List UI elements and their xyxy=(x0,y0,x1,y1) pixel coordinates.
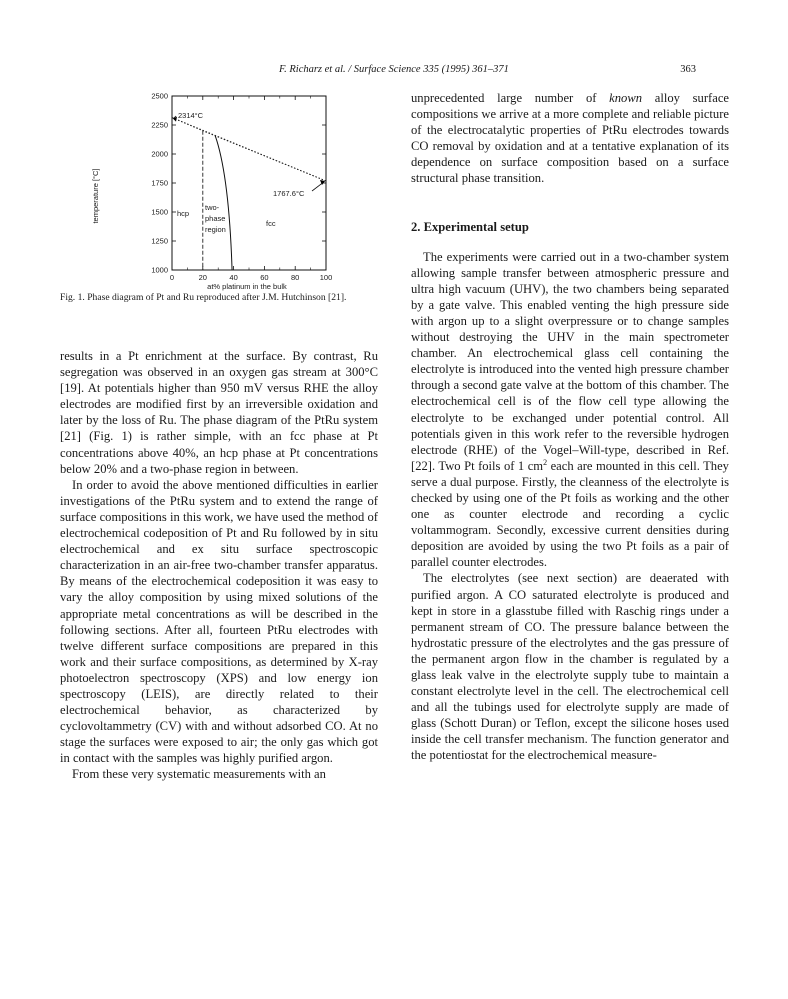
y-tick-label: 1250 xyxy=(151,236,168,246)
right-column xyxy=(411,90,729,764)
y-axis-label: temperature [°C] xyxy=(91,168,100,224)
section-heading: 2. Experimental setup xyxy=(411,219,529,234)
y-tick-label: 2000 xyxy=(151,149,168,159)
body-paragraph: The experiments were carried out in a two-chamber system allowing sample transfer between atmospheric pressure and ultra high vacuum (UHV), the two chambers being separated by a gate valve. This enabled venting the high pressure side with argon up to a slight overpressure or to change samples without destroying the UHV in the main spectrometer chamber. An electrochemical glass cell containing the electrolyte is introduced into the vented high pressure chamber through a second gate valve at the bottom of this chamber. The electrochemical cell is of the flow cell type allowing the electrolyte to be exchanged under potential control. All potentials given in this work refer to the reversible hydrogen electrode (RHE) of the Vogel–Will-type, described in Ref. [22]. Two Pt foils of 1 $cm^2$ each are mounted in this cell. They serve a dual purpose. Firstly, the cleanness of the electrolyte is checked by using one of the Pt foils as working and the other one as counter electrode and recording a cyclic voltammogram. Secondly, excessive current densities during deposition are avoided by using the two Pt foils as a pair of parallel counter electrodes. xyxy=(411,249,729,570)
label-two-phase-2: phase xyxy=(205,214,226,223)
y-tick-label: 2500 xyxy=(151,91,168,101)
solidus-curve xyxy=(172,118,326,181)
label-two-phase-1: two- xyxy=(205,203,220,212)
body-paragraph: The electrolytes (see next section) are deaerated with purified argon. A CO saturated electrolyte is produced and kept in store in a glasstube filled with Raschig rings under a permanent stream of CO. The pressure balance between the hydrostatic pressure of the electrolytes and the gas pressure of the permanent argon flow in the chamber is regulated by a glass leak valve in the electrolyte supply tube to maintain a constant electrolyte level in the cell. The electrochemical cell and all the tubings used for electrolyte supply are made of glass (Schott Duran) or Teflon, except the silicone hoses used inside the cell transfer mechanism. The function generator and the potentiostat for the electrochemical measure- xyxy=(411,571,729,763)
page-header xyxy=(0,64,788,80)
emphasis: known xyxy=(609,91,643,105)
label-hcp: hcp xyxy=(177,209,190,218)
superscript: 2 xyxy=(543,457,548,467)
x-tick-label: 100 xyxy=(319,273,333,282)
running-title: F. Richarz et al. / Surface Science 335 (1995) 361–371 xyxy=(279,64,509,75)
page-number: 363 xyxy=(680,64,696,75)
annotation-2314: 2314°C xyxy=(178,111,204,120)
x-tick-label: 80 xyxy=(291,273,300,282)
body-paragraph: unprecedented large number of known alloy surface compositions we arrive at a more complete and reliable picture of the electrocatalytic properties of PtRu electrodes towards CO removal by oxidation and at a tentative explanation of its dependence on surface composition based on a surface structural phase transition. xyxy=(411,91,729,186)
plot-frame xyxy=(172,96,326,270)
y-tick-label: 2250 xyxy=(151,120,168,130)
annotation-1767: 1767.6°C xyxy=(273,189,305,198)
plot-axes xyxy=(172,96,326,270)
figure-labels xyxy=(91,111,305,291)
label-fcc: fcc xyxy=(266,219,276,228)
y-tick-label: 1000 xyxy=(151,265,168,275)
y-tick-label: 1750 xyxy=(151,178,168,188)
phase-diagram-figure xyxy=(90,88,350,293)
left-column xyxy=(60,348,378,783)
figure-caption: Fig. 1. Phase diagram of Pt and Ru reproduced after J.M. Hutchinson [21]. xyxy=(60,292,347,303)
x-axis-label: at% platinum in the bulk xyxy=(207,282,287,291)
body-paragraph: results in a Pt enrichment at the surface. By contrast, Ru segregation was observed in an oxygen gas stream at 300°C [19]. At potentials higher than 950 mV versus RHE the alloy electrodes are modified first by an irreversible oxidation and later by the loss of Ru. The phase diagram of the PtRu system [21] (Fig. 1) is rather simple, with an fcc phase at Pt concentrations above 40%, an hcp phase at Pt concentrations below 20% and a two-phase region in between. xyxy=(60,349,378,476)
body-paragraph: In order to avoid the above mentioned difficulties in earlier investigations of the PtRu system and to extend the range of surface compositions in this work, we have used the method of electrochemical codeposition of Pt and Ru followed by in situ electrochemical and ex situ surface spectroscopic characterization in an air-free two-chamber transfer apparatus. By means of the electrochemical codeposition it was easy to vary the alloy composition by using mixed solutions of the appropriate metal concentrations as will be described in the following sections. After all, fourteen PtRu electrodes with twelve different surface compositions are prepared in this work and their surface compositions, as determined by X-ray photoelectron spectroscopy (XPS) and low energy ion spectroscopy (LEIS), are directly related to their electrochemical behavior, as characterized by cyclovoltammetry (CV) with and without adsorbed CO. At no stage the surfaces were exposed to air; the only gas which got in contact with the samples was highly purified argon. xyxy=(60,477,378,766)
x-tick-label: 20 xyxy=(198,273,207,282)
x-tick-label: 0 xyxy=(169,273,175,282)
x-tick-label: 60 xyxy=(260,273,269,282)
label-two-phase-3: region xyxy=(205,225,226,234)
x-tick-label: 40 xyxy=(229,273,238,282)
y-tick-label: 1500 xyxy=(151,207,168,217)
body-paragraph: From these very systematic measurements with an xyxy=(72,767,326,782)
